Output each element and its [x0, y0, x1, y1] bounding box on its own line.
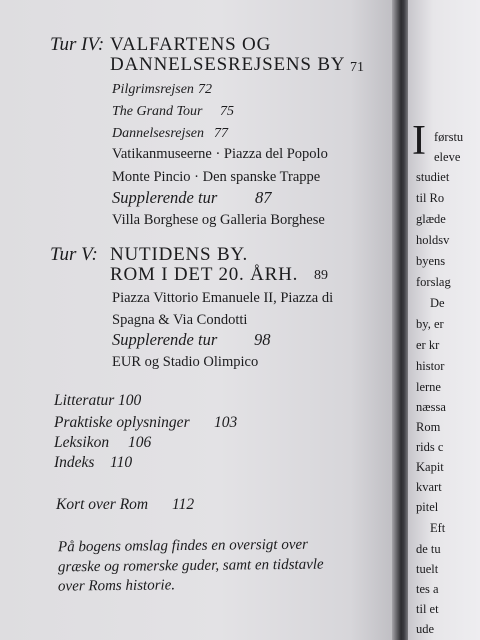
backmatter-title: Praktiske oplysninger [54, 414, 190, 431]
section-4-title-line2: DANNELSESREJSENS BY [110, 54, 346, 75]
right-page-line: by, er [416, 317, 444, 331]
section-5-title-line2: ROM I DET 20. ÅRH. [110, 264, 299, 285]
places-line: Spagna & Via Condotti [112, 312, 248, 328]
right-page-line: eleve [434, 150, 461, 164]
backmatter-title: Litteratur [54, 392, 115, 409]
right-page-line: næssa [416, 400, 446, 414]
supplementary-page: 98 [254, 330, 271, 349]
section-4-title-line1: VALFARTENS OG [110, 34, 272, 55]
sub-entry-title: Dannelsesrejsen [112, 126, 205, 141]
sub-entry-title: Pilgrimsrejsen [112, 82, 194, 97]
right-page-line: De [430, 296, 445, 310]
right-page-line: tuelt [416, 562, 439, 576]
right-page-line: ude [416, 622, 435, 636]
cover-note-line: På bogens omslag findes en oversigt over [57, 536, 309, 556]
sub-entry-page: 77 [214, 126, 228, 141]
section-5-label: Tur V: [50, 244, 98, 265]
backmatter-title: Kort over Rom [56, 496, 149, 513]
right-page-line: de tu [416, 542, 441, 556]
right-page-line: til et [416, 602, 439, 616]
right-page-line: til Ro [416, 191, 445, 205]
supplementary-page: 87 [255, 188, 272, 207]
right-page-line: byens [416, 254, 446, 268]
right-page-line: tes a [416, 582, 439, 596]
right-page-line: glæde [416, 212, 446, 226]
sub-entry-page: 75 [220, 104, 234, 119]
backmatter-title: Leksikon [54, 434, 110, 451]
backmatter-page: 100 [118, 392, 142, 409]
section-5-page: 89 [314, 268, 328, 283]
drop-cap: I [412, 118, 426, 164]
section-5-title-line1: NUTIDENS BY. [110, 244, 249, 265]
section-4-page: 71 [350, 60, 364, 75]
right-page-line: holdsv [416, 233, 450, 247]
supplementary-label: Supplerende tur [112, 330, 218, 349]
right-page-line: Kapit [416, 460, 444, 474]
right-page-line: pitel [416, 500, 439, 514]
right-page-line: forslag [416, 275, 451, 289]
places-line: Piazza Vittorio Emanuele II, Piazza di [112, 290, 334, 306]
backmatter-title: Indeks [54, 454, 95, 471]
right-page-line: kvart [416, 480, 442, 494]
right-page-line: førstu [434, 130, 464, 144]
supplementary-label: Supplerende tur [112, 188, 218, 207]
right-page-line: er kr [416, 338, 440, 352]
right-page-line: Rom [416, 420, 441, 434]
sub-entry-title: The Grand Tour [112, 104, 203, 119]
places-line: EUR og Stadio Olimpico [112, 354, 259, 370]
sub-entry-page: 72 [198, 82, 212, 97]
cover-note-line: over Roms historie. [57, 577, 176, 595]
right-page-line: histor [416, 359, 445, 373]
cover-note-line: græske og romerske guder, samt en tidstavle [57, 556, 324, 576]
section-4-label: Tur IV: [50, 34, 105, 55]
right-page-line: Eft [430, 521, 446, 535]
right-page-line: rids c [416, 440, 444, 454]
backmatter-page: 103 [214, 414, 238, 431]
places-line: Villa Borghese og Galleria Borghese [112, 212, 325, 228]
places-line: Monte Pincio · Den spanske Trappe [112, 169, 321, 185]
right-page [408, 0, 480, 640]
right-page-line: studiet [416, 170, 450, 184]
places-line: Vatikanmuseerne · Piazza del Popolo [112, 146, 328, 162]
right-page-line: lerne [416, 380, 441, 394]
backmatter-page: 106 [128, 434, 152, 451]
backmatter-page: 112 [172, 496, 195, 513]
backmatter-page: 110 [110, 454, 133, 471]
